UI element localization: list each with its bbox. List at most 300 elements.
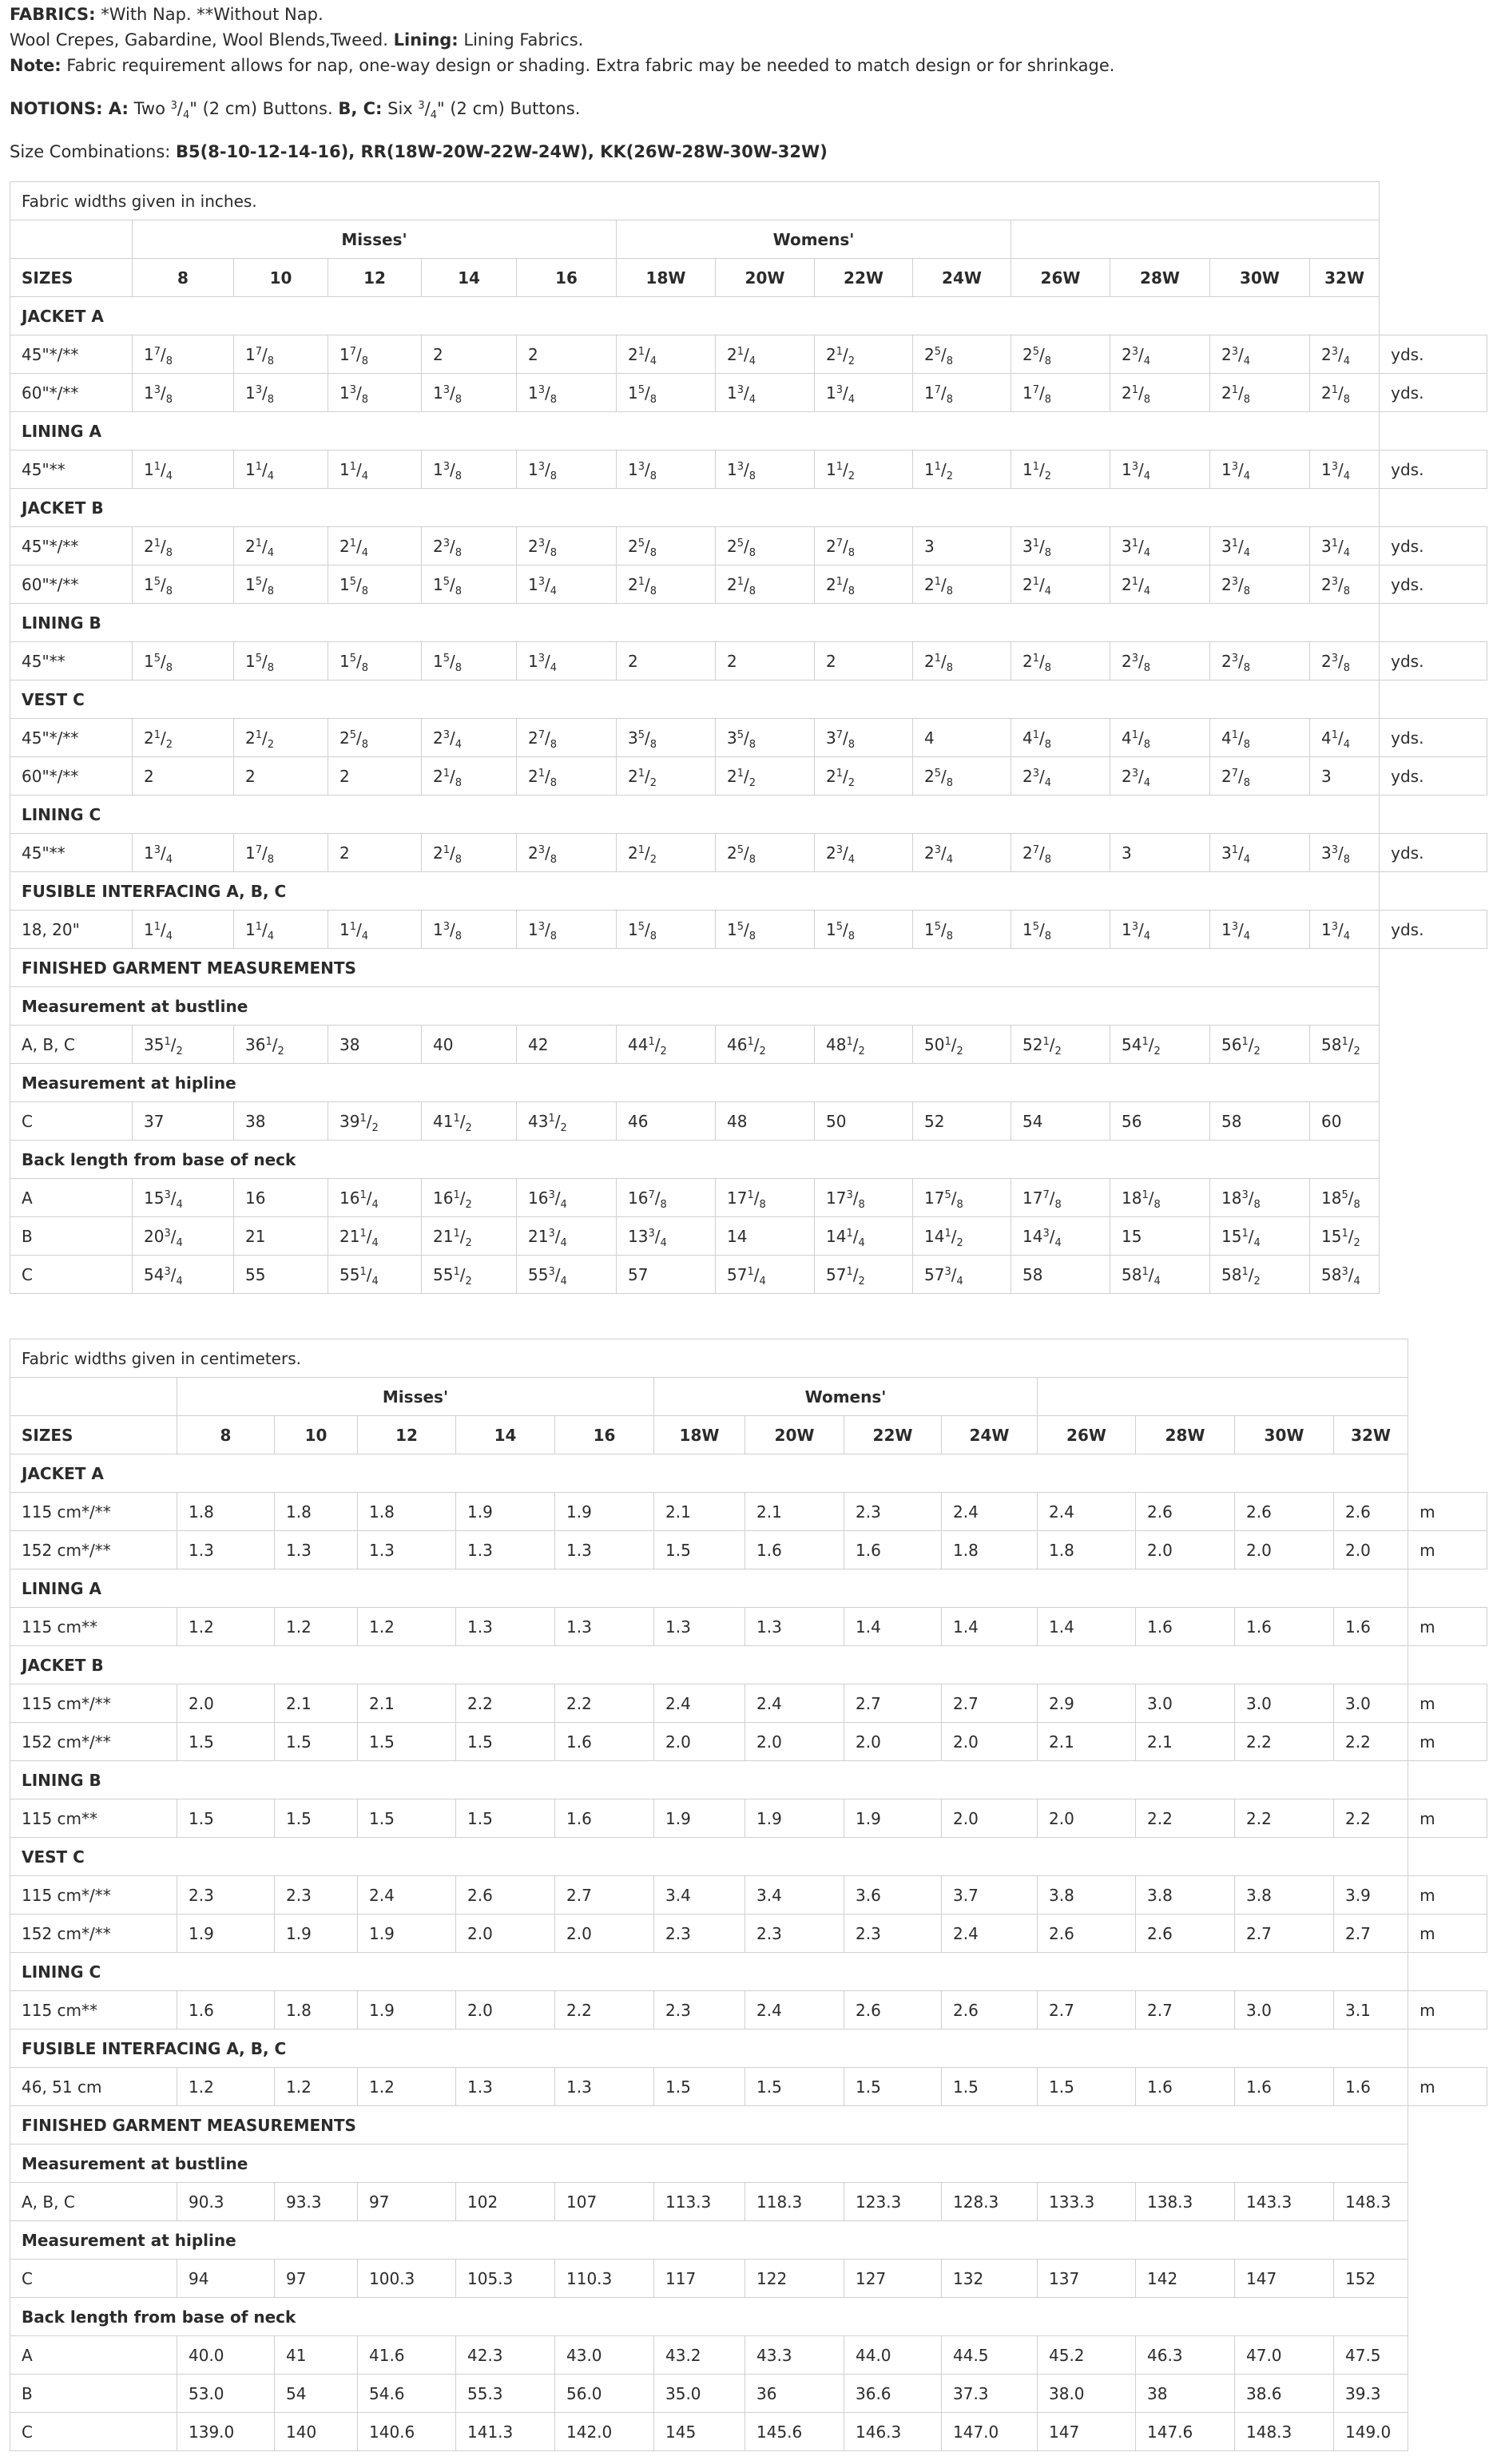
table-cell: $1^3/_8$ <box>328 374 422 412</box>
size-header: 8 <box>133 259 234 297</box>
section-row <box>10 1838 1487 1876</box>
empty-cell <box>1380 489 1487 527</box>
table-cell: $3^7/_8$ <box>815 719 913 757</box>
table-cell: 2 <box>617 642 716 680</box>
table-cell: 1.6 <box>1136 1608 1235 1646</box>
table-cell: 47.0 <box>1235 2336 1334 2375</box>
table-cell: $1^1/_4$ <box>328 450 422 489</box>
table-cell: 2.4 <box>358 1876 456 1914</box>
table-cell: $2^5/_8$ <box>328 719 422 757</box>
notions-a-rest: " (2 cm) Buttons. <box>189 99 339 118</box>
table-row <box>10 1991 1487 2030</box>
table-cell: $1^5/_8$ <box>328 565 422 604</box>
table-cell: $2^1/_2$ <box>815 757 913 796</box>
table-cell: $2^3/_8$ <box>422 527 517 565</box>
table-cell: 2.0 <box>1038 1799 1136 1838</box>
frac-num: 3 <box>418 100 425 112</box>
table-cell: 2.7 <box>1038 1991 1136 2030</box>
table-row <box>10 2260 1487 2298</box>
table-cell: 58 <box>1210 1102 1310 1141</box>
table-cell: $3^5/_8$ <box>716 719 815 757</box>
table-cell: 97 <box>358 2183 456 2221</box>
table-cell: $18^3/_8$ <box>1210 1179 1310 1217</box>
section-row <box>10 2221 1487 2260</box>
table-cell: $1^3/_4$ <box>1110 911 1210 949</box>
table-cell: $14^3/_4$ <box>1011 1217 1110 1256</box>
table-row <box>10 1217 1487 1256</box>
table-cell: $54^3/_4$ <box>133 1256 234 1294</box>
table-cell: 1.3 <box>275 1531 358 1569</box>
unit-cell: yds. <box>1380 757 1487 796</box>
table-cell: $2^3/_8$ <box>517 527 617 565</box>
table-cell: $1^5/_8$ <box>617 374 716 412</box>
table-cell: 118.3 <box>745 2183 844 2221</box>
unit-cell: m <box>1408 1914 1487 1953</box>
table-cell: 15 <box>1110 1217 1210 1256</box>
table-row <box>10 1608 1487 1646</box>
table-row <box>10 1684 1487 1723</box>
section-heading: LINING A <box>10 412 1380 450</box>
group-womens: Womens' <box>654 1378 1038 1416</box>
table-cell: 94 <box>177 2260 275 2298</box>
table-cell: 40.0 <box>177 2336 275 2375</box>
section-heading: LINING B <box>10 1761 1408 1799</box>
table-cell: 1.9 <box>745 1799 844 1838</box>
empty-cell <box>1408 2375 1487 2413</box>
empty-cell <box>1408 2030 1487 2068</box>
table-cell: 2 <box>716 642 815 680</box>
table-cell: 1.5 <box>358 1723 456 1761</box>
table-cell: 54.6 <box>358 2375 456 2413</box>
table-cell: $2^3/_4$ <box>913 834 1011 872</box>
section-heading: Measurement at bustline <box>10 987 1380 1026</box>
empty-cell <box>1408 1454 1487 1493</box>
section-heading: Back length from base of neck <box>10 2298 1408 2336</box>
empty-cell <box>1408 1838 1487 1876</box>
table-cell: 117 <box>654 2260 745 2298</box>
yardage-table-inches <box>10 181 1487 1294</box>
table-row <box>10 2375 1487 2413</box>
table-cell: $1^1/_4$ <box>234 911 328 949</box>
table-cell: 1.5 <box>456 1723 555 1761</box>
table-cell: 2.1 <box>1038 1723 1136 1761</box>
size-header: 16 <box>555 1416 654 1454</box>
note-line <box>10 53 1483 78</box>
table-cell: 41.6 <box>358 2336 456 2375</box>
notions-bc-rest: " (2 cm) Buttons. <box>437 99 581 118</box>
table-cell: $1^5/_8$ <box>716 911 815 949</box>
table-row <box>10 1799 1487 1838</box>
table-cell: 3.8 <box>1038 1876 1136 1914</box>
table-cell: $58^3/_4$ <box>1310 1256 1380 1294</box>
section-row <box>10 2298 1487 2336</box>
empty-cell <box>1408 2221 1487 2260</box>
table-cell: 14 <box>716 1217 815 1256</box>
empty-cell <box>1380 1064 1487 1102</box>
table-cell: $1^3/_8$ <box>422 450 517 489</box>
table-cell: $21^3/_4$ <box>517 1217 617 1256</box>
table-cell: 140.6 <box>358 2413 456 2451</box>
table-cell: $2^7/_8$ <box>1011 834 1110 872</box>
table-cell: $2^1/_8$ <box>422 757 517 796</box>
table-cell: $2^5/_8$ <box>617 527 716 565</box>
table-cell: 2.1 <box>745 1493 844 1531</box>
table-cell: $3^1/_4$ <box>1210 834 1310 872</box>
section-row <box>10 1454 1487 1493</box>
table-caption-row <box>10 182 1487 220</box>
table-cell: $2^1/_2$ <box>617 757 716 796</box>
table-cell: 2.4 <box>745 1991 844 2030</box>
table-cell: 1.8 <box>942 1531 1038 1569</box>
row-label: 45"** <box>10 642 133 680</box>
table-cell: 2.3 <box>177 1876 275 1914</box>
section-heading: Measurement at bustline <box>10 2145 1408 2183</box>
table-cell: 148.3 <box>1334 2183 1408 2221</box>
table-cell: $2^3/_8$ <box>1310 642 1380 680</box>
table-cell: 105.3 <box>456 2260 555 2298</box>
section-row <box>10 1141 1487 1179</box>
table-cell: 2.3 <box>275 1876 358 1914</box>
section-row <box>10 1569 1487 1608</box>
frac-den: 4 <box>182 109 190 121</box>
row-label: 152 cm*/** <box>10 1531 177 1569</box>
size-header: 22W <box>815 259 913 297</box>
table-cell: 45.2 <box>1038 2336 1136 2375</box>
table-cell: 2.0 <box>555 1914 654 1953</box>
section-heading: Back length from base of neck <box>10 1141 1380 1179</box>
table-cell: $52^1/_2$ <box>1011 1026 1110 1064</box>
table-cell: 2.4 <box>654 1684 745 1723</box>
empty-cell <box>1380 949 1487 987</box>
table-cell: 38 <box>234 1102 328 1141</box>
table-row <box>10 527 1487 565</box>
table-cell: 1.5 <box>654 2068 745 2106</box>
section-row <box>10 949 1487 987</box>
table-cell: $58^1/_4$ <box>1110 1256 1210 1294</box>
table-cell: 50 <box>815 1102 913 1141</box>
table-cell: 137 <box>1038 2260 1136 2298</box>
table-row <box>10 1179 1487 1217</box>
table-cell: 43.2 <box>654 2336 745 2375</box>
table-cell: $36^1/_2$ <box>234 1026 328 1064</box>
table-cell: 2.1 <box>1136 1723 1235 1761</box>
table-cell: $2^1/_8$ <box>1011 642 1110 680</box>
table-cell: 42 <box>517 1026 617 1064</box>
table-cell: 2.0 <box>456 1991 555 2030</box>
table-cell: $4^1/_4$ <box>1310 719 1380 757</box>
size-header: 20W <box>745 1416 844 1454</box>
table-cell: 1.6 <box>745 1531 844 1569</box>
table-cell: 139.0 <box>177 2413 275 2451</box>
table-cell: $1^3/_8$ <box>133 374 234 412</box>
table-row <box>10 719 1487 757</box>
table-cell: 2 <box>328 834 422 872</box>
table-cell: 1.5 <box>654 1531 745 1569</box>
table-cell: 3.9 <box>1334 1876 1408 1914</box>
table-cell: 44.0 <box>844 2336 942 2375</box>
table-cell: $2^1/_2$ <box>617 834 716 872</box>
table-cell: $1^5/_8$ <box>1011 911 1110 949</box>
table-row <box>10 2183 1487 2221</box>
table-cell: $2^1/_8$ <box>1210 374 1310 412</box>
table-cell: $15^3/_4$ <box>133 1179 234 1217</box>
table-cell: $2^5/_8$ <box>716 834 815 872</box>
table-cell: 2 <box>517 335 617 374</box>
table-cell: 2.2 <box>1334 1799 1408 1838</box>
row-label: 60"*/** <box>10 757 133 796</box>
table-cell: 44.5 <box>942 2336 1038 2375</box>
table-cell: $1^1/_4$ <box>234 450 328 489</box>
empty-cell <box>10 1378 177 1416</box>
empty-cell <box>1038 1378 1408 1416</box>
table-cell: 3.7 <box>942 1876 1038 1914</box>
table-cell: 110.3 <box>555 2260 654 2298</box>
table-cell: $58^1/_2$ <box>1210 1256 1310 1294</box>
table-row <box>10 642 1487 680</box>
section-row <box>10 412 1487 450</box>
table-cell: $18^1/_8$ <box>1110 1179 1210 1217</box>
lining-text: Lining Fabrics. <box>458 30 584 50</box>
table-cell: 2.0 <box>1334 1531 1408 1569</box>
table-cell: $1^5/_8$ <box>328 642 422 680</box>
empty-cell <box>1408 1761 1487 1799</box>
section-row <box>10 680 1487 719</box>
table-row <box>10 834 1487 872</box>
table-cell: $1^7/_8$ <box>234 335 328 374</box>
table-cell: $4^1/_8$ <box>1210 719 1310 757</box>
table-cell: $1^5/_8$ <box>234 642 328 680</box>
table-cell: $2^5/_8$ <box>716 527 815 565</box>
table-cell: $21^1/_4$ <box>328 1217 422 1256</box>
table-cell: $1^3/_8$ <box>517 911 617 949</box>
table-cell: 1.2 <box>275 2068 358 2106</box>
table-cell: $1^7/_8$ <box>133 335 234 374</box>
table-cell: $15^1/_2$ <box>1310 1217 1380 1256</box>
unit-cell: m <box>1408 1876 1487 1914</box>
table-cell: $48^1/_2$ <box>815 1026 913 1064</box>
table-cell: 2 <box>328 757 422 796</box>
section-row <box>10 796 1487 834</box>
table-cell: $2^7/_8$ <box>815 527 913 565</box>
table-cell: $4^1/_8$ <box>1011 719 1110 757</box>
table-caption: Fabric widths given in inches. <box>10 182 1380 220</box>
size-header: 24W <box>913 259 1011 297</box>
table-row <box>10 1723 1487 1761</box>
table-cell: $2^3/_4$ <box>1110 335 1210 374</box>
table-cell: $2^1/_8$ <box>913 642 1011 680</box>
empty-cell <box>1380 1141 1487 1179</box>
table-cell: 55.3 <box>456 2375 555 2413</box>
table-cell: 46 <box>617 1102 716 1141</box>
table-cell: 1.5 <box>275 1723 358 1761</box>
row-label: 45"** <box>10 834 133 872</box>
table-cell: 38 <box>328 1026 422 1064</box>
table-cell: $2^1/_4$ <box>1110 565 1210 604</box>
table-cell: 53.0 <box>177 2375 275 2413</box>
size-header: 32W <box>1310 259 1380 297</box>
unit-cell: yds. <box>1380 911 1487 949</box>
table-cell: $1^3/_4$ <box>815 374 913 412</box>
table-cell: 107 <box>555 2183 654 2221</box>
section-heading: JACKET B <box>10 489 1380 527</box>
table-cell: 1.9 <box>844 1799 942 1838</box>
empty-cell <box>1380 220 1487 259</box>
table-cell: 2 <box>422 335 517 374</box>
size-header: 30W <box>1235 1416 1334 1454</box>
table-cell: $17^1/_8$ <box>716 1179 815 1217</box>
table-cell: 2.3 <box>745 1914 844 1953</box>
table-cell: 2.3 <box>654 1914 745 1953</box>
table-cell: $2^1/_2$ <box>716 757 815 796</box>
table-row <box>10 1531 1487 1569</box>
table-cell: $1^1/_4$ <box>328 911 422 949</box>
empty-cell <box>1380 1256 1487 1294</box>
table-cell: $56^1/_2$ <box>1210 1026 1310 1064</box>
lining-label: Lining: <box>393 30 459 50</box>
row-label: 152 cm*/** <box>10 1914 177 1953</box>
table-cell: 56 <box>1110 1102 1210 1141</box>
table-cell: $1^3/_8$ <box>517 450 617 489</box>
section-row <box>10 2030 1487 2068</box>
unit-cell: yds. <box>1380 834 1487 872</box>
section-heading: VEST C <box>10 1838 1408 1876</box>
table-cell: $2^7/_8$ <box>1210 757 1310 796</box>
unit-cell: yds. <box>1380 450 1487 489</box>
table-cell: $2^1/_8$ <box>1310 374 1380 412</box>
size-header: 12 <box>358 1416 456 1454</box>
table-cell: $3^1/_4$ <box>1210 527 1310 565</box>
table-cell: 3.0 <box>1136 1684 1235 1723</box>
table-cell: $1^3/_8$ <box>422 911 517 949</box>
table-cell: 39.3 <box>1334 2375 1408 2413</box>
table-cell: $1^7/_8$ <box>234 834 328 872</box>
table-cell: 2.2 <box>1334 1723 1408 1761</box>
unit-cell: m <box>1408 1799 1487 1838</box>
table-row <box>10 374 1487 412</box>
table-cell: $13^3/_4$ <box>617 1217 716 1256</box>
row-label: 115 cm*/** <box>10 1493 177 1531</box>
table-cell: 2.2 <box>456 1684 555 1723</box>
table-cell: 1.3 <box>555 1608 654 1646</box>
table-cell: $1^3/_8$ <box>716 450 815 489</box>
row-label: 60"*/** <box>10 374 133 412</box>
table-cell: 1.8 <box>358 1493 456 1531</box>
table-cell: 2.7 <box>942 1684 1038 1723</box>
table-cell: 1.8 <box>1038 1531 1136 1569</box>
empty-cell <box>1380 1217 1487 1256</box>
table-row <box>10 450 1487 489</box>
table-cell: 1.5 <box>177 1723 275 1761</box>
empty-cell <box>1408 2413 1487 2451</box>
empty-cell <box>1380 604 1487 642</box>
table-cell: $1^1/_4$ <box>133 911 234 949</box>
table-cell: 54 <box>275 2375 358 2413</box>
row-label: C <box>10 2413 177 2451</box>
table-cell: 2.6 <box>942 1991 1038 2030</box>
table-cell: 55 <box>234 1256 328 1294</box>
table-cell: 143.3 <box>1235 2183 1334 2221</box>
unit-cell: m <box>1408 1723 1487 1761</box>
table-cell: $4^1/_8$ <box>1110 719 1210 757</box>
empty-cell <box>1408 1339 1487 1378</box>
table-cell: 3.0 <box>1334 1684 1408 1723</box>
table-cell: 56.0 <box>555 2375 654 2413</box>
table-row <box>10 1914 1487 1953</box>
table-cell: 2.0 <box>456 1914 555 1953</box>
size-header: 18W <box>617 259 716 297</box>
table-cell: $1^7/_8$ <box>913 374 1011 412</box>
table-cell: 1.3 <box>745 1608 844 1646</box>
table-cell: 142 <box>1136 2260 1235 2298</box>
table-cell: 35.0 <box>654 2375 745 2413</box>
table-cell: 3.0 <box>1235 1684 1334 1723</box>
unit-cell: yds. <box>1380 642 1487 680</box>
table-cell: $2^1/_8$ <box>422 834 517 872</box>
table-cell: 38 <box>1136 2375 1235 2413</box>
table-cell: 42.3 <box>456 2336 555 2375</box>
empty-cell <box>1408 2260 1487 2298</box>
table-cell: 43.3 <box>745 2336 844 2375</box>
row-label: 115 cm** <box>10 1991 177 2030</box>
table-cell: 1.9 <box>275 1914 358 1953</box>
table-cell: $1^3/_4$ <box>133 834 234 872</box>
table-cell: 2.1 <box>275 1684 358 1723</box>
table-cell: $1^3/_4$ <box>517 565 617 604</box>
table-cell: 2.2 <box>555 1991 654 2030</box>
section-heading: Measurement at hipline <box>10 2221 1408 2260</box>
table-cell: 38.6 <box>1235 2375 1334 2413</box>
fabrics-types-line <box>10 27 1483 53</box>
table-row <box>10 2413 1487 2451</box>
empty-cell <box>1380 1179 1487 1217</box>
table-cell: 141.3 <box>456 2413 555 2451</box>
section-row <box>10 2145 1487 2183</box>
unit-cell: m <box>1408 1531 1487 1569</box>
table-cell: $2^3/_8$ <box>1110 642 1210 680</box>
table-cell: 1.5 <box>745 2068 844 2106</box>
row-label: 152 cm*/** <box>10 1723 177 1761</box>
row-label: C <box>10 2260 177 2298</box>
table-cell: 2.3 <box>844 1493 942 1531</box>
section-row <box>10 1646 1487 1684</box>
table-cell: 2.1 <box>654 1493 745 1531</box>
table-cell: $43^1/_2$ <box>517 1102 617 1141</box>
size-header: 20W <box>716 259 815 297</box>
table-cell: $17^3/_8$ <box>815 1179 913 1217</box>
table-cell: 1.6 <box>1136 2068 1235 2106</box>
group-misses: Misses' <box>133 220 617 259</box>
size-header: 32W <box>1334 1416 1408 1454</box>
table-cell: 2.2 <box>1235 1723 1334 1761</box>
table-cell: 2.4 <box>942 1493 1038 1531</box>
table-cell: $2^1/_2$ <box>133 719 234 757</box>
table-cell: 2.6 <box>456 1876 555 1914</box>
table-cell: $1^1/_2$ <box>815 450 913 489</box>
size-header: 14 <box>422 259 517 297</box>
table-cell: $3^3/_8$ <box>1310 834 1380 872</box>
table-cell: $44^1/_2$ <box>617 1026 716 1064</box>
table-cell: 2.3 <box>654 1991 745 2030</box>
table-cell: 1.6 <box>1235 1608 1334 1646</box>
table-cell: $1^7/_8$ <box>1011 374 1110 412</box>
table-cell: 148.3 <box>1235 2413 1334 2451</box>
table-cell: 2.7 <box>1235 1914 1334 1953</box>
table-row <box>10 2336 1487 2375</box>
table-cell: 145.6 <box>745 2413 844 2451</box>
table-cell: 2.7 <box>844 1684 942 1723</box>
table-cell: 1.9 <box>654 1799 745 1838</box>
table-cell: 36.6 <box>844 2375 942 2413</box>
